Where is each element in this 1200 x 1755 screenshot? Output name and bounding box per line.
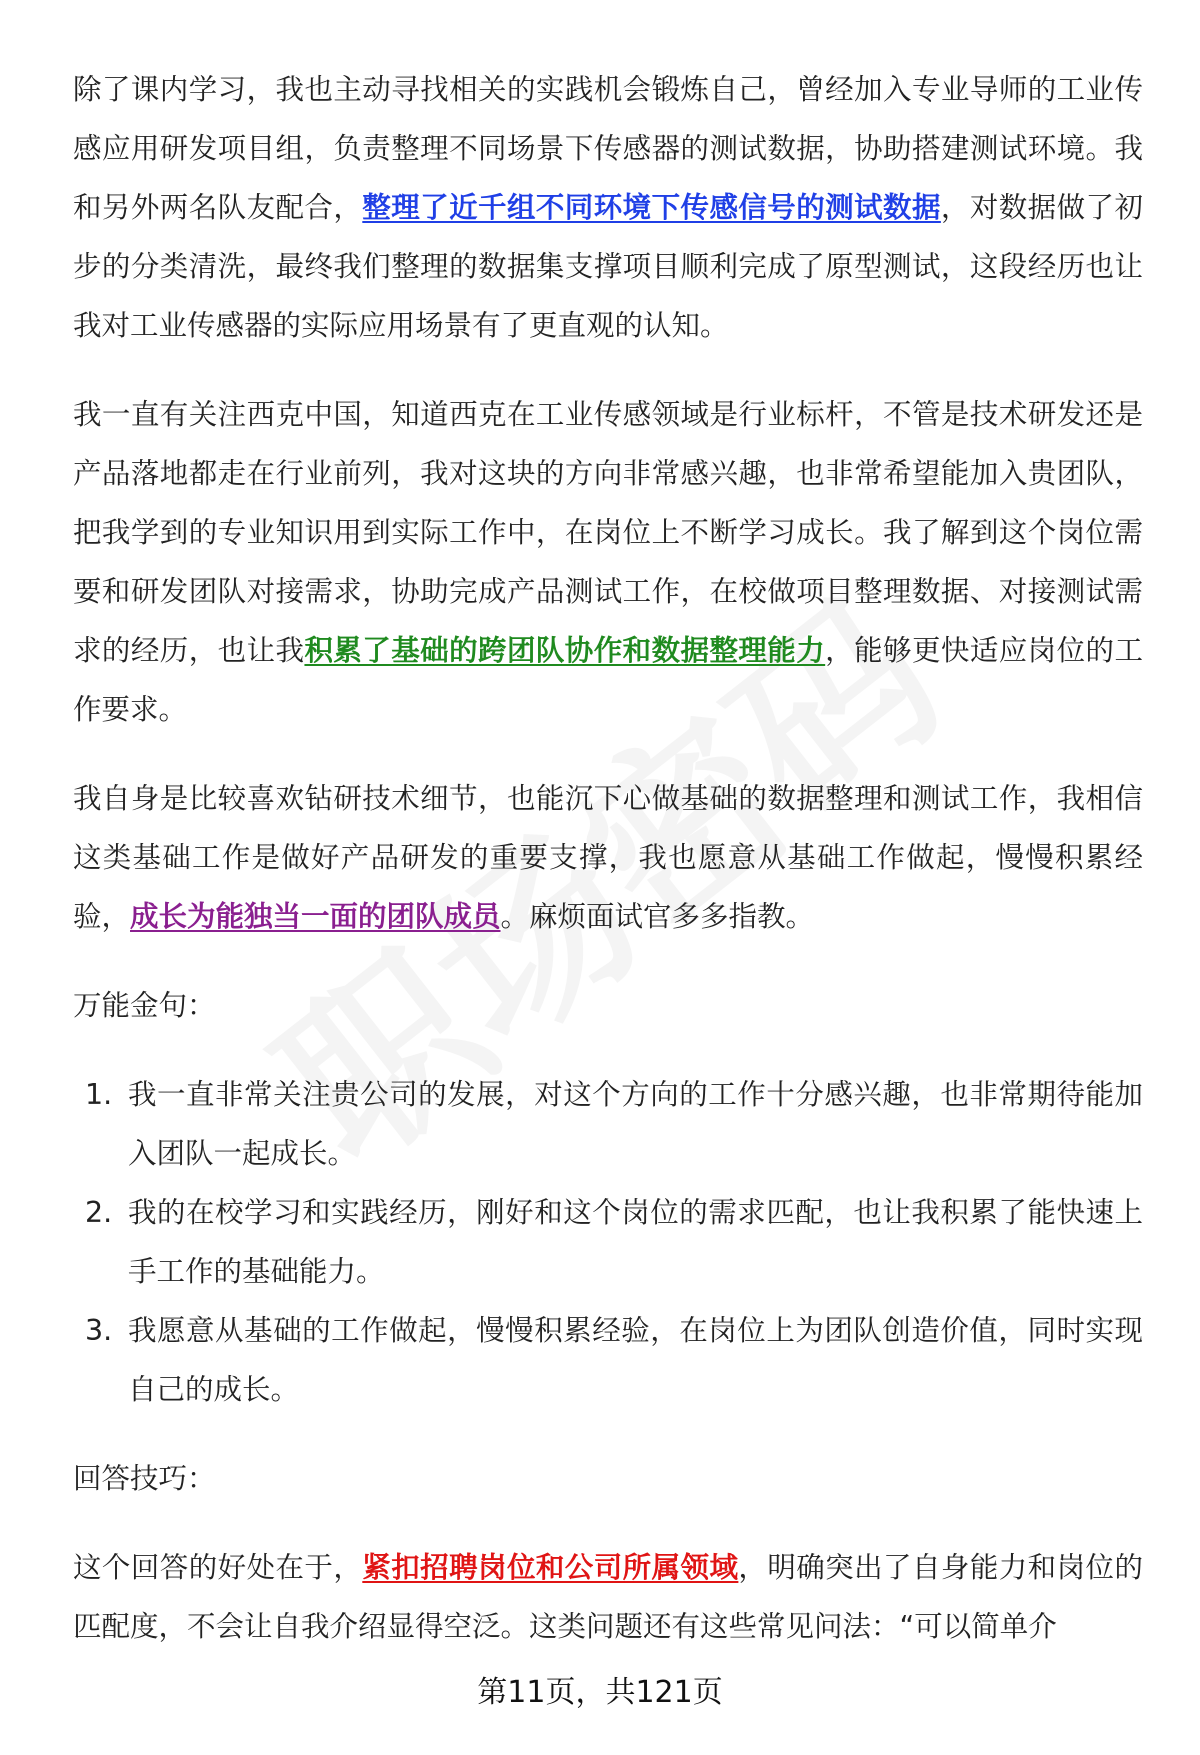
paragraph-self: [73, 769, 1143, 946]
paragraph-text: ，能够更快适应岗位的工作要求。: [73, 634, 1143, 726]
highlight-text: 紧扣招聘岗位和公司所属领域: [362, 1551, 739, 1584]
list-item: [73, 1065, 1143, 1183]
list-item: [73, 1183, 1143, 1301]
paragraph-company: [73, 385, 1143, 739]
document-body: [73, 60, 1143, 1656]
highlight-text: 积累了基础的跨团队协作和数据整理能力: [304, 634, 826, 667]
paragraph-text: 除了课内学习，我也主动寻找相关的实践机会锻炼自己，曾经加入专业导师的工业传感应用研发项目组，负责整理不同场景下传感器的测试数据，协助搭建测试环境。我和另外两名队友配合，: [73, 73, 1143, 224]
list-item-text: 我一直非常关注贵公司的发展，对这个方向的工作十分感兴趣，也非常期待能加入团队一起成长。: [128, 1078, 1143, 1170]
paragraph-text: 我自身是比较喜欢钻研技术细节，也能沉下心做基础的数据整理和测试工作，我相信这类基础工作是做好产品研发的重要支撑，我也愿意从基础工作做起，慢慢积累经验，: [73, 782, 1143, 933]
answer-tips-label: 回答技巧：: [73, 1462, 216, 1495]
paragraph-text: 这个回答的好处在于，: [73, 1551, 363, 1584]
list-number: 2.: [85, 1196, 113, 1229]
paragraph-practice: [73, 60, 1143, 355]
list-item-text: 我愿意从基础的工作做起，慢慢积累经验，在岗位上为团队创造价值，同时实现自己的成长。: [128, 1314, 1143, 1406]
paragraph-tips: [73, 1538, 1143, 1656]
paragraph-text: 我一直有关注西克中国，知道西克在工业传感领域是行业标杆，不管是技术研发还是产品落地都走在行业前列，我对这块的方向非常感兴趣，也非常希望能加入贵团队，把我学到的专业知识用到实际工作中，在岗位上不断学习成长。我了解到这个岗位需要和研发团队对接需求，协助完成产品测试工作，在校做项目整理数据、对接测试需求的经历，也让我: [73, 398, 1143, 667]
list-item-text: 我的在校学习和实践经历，刚好和这个岗位的需求匹配，也让我积累了能快速上手工作的基础能力。: [128, 1196, 1143, 1288]
list-number: 3.: [85, 1314, 113, 1347]
page-number-footer: 第11页，共121页: [477, 1675, 723, 1710]
list-number: 1.: [85, 1078, 113, 1111]
highlight-text: 成长为能独当一面的团队成员: [130, 900, 501, 933]
paragraph-text: 。麻烦面试官多多指教。: [500, 900, 815, 933]
paragraph-text: ，明确突出了自身能力和岗位的匹配度，不会让自我介绍显得空泛。这类问题还有这些常见问法：“可以简单介: [73, 1551, 1143, 1643]
golden-sentences-label: 万能金句：: [73, 989, 216, 1022]
list-item: [73, 1301, 1143, 1419]
highlight-text: 整理了近千组不同环境下传感信号的测试数据: [362, 191, 941, 224]
paragraph-text: ，对数据做了初步的分类清洗，最终我们整理的数据集支撑项目顺利完成了原型测试，这段经历也让我对工业传感器的实际应用场景有了更直观的认知。: [73, 191, 1143, 342]
golden-sentences-list: [73, 1065, 1143, 1419]
